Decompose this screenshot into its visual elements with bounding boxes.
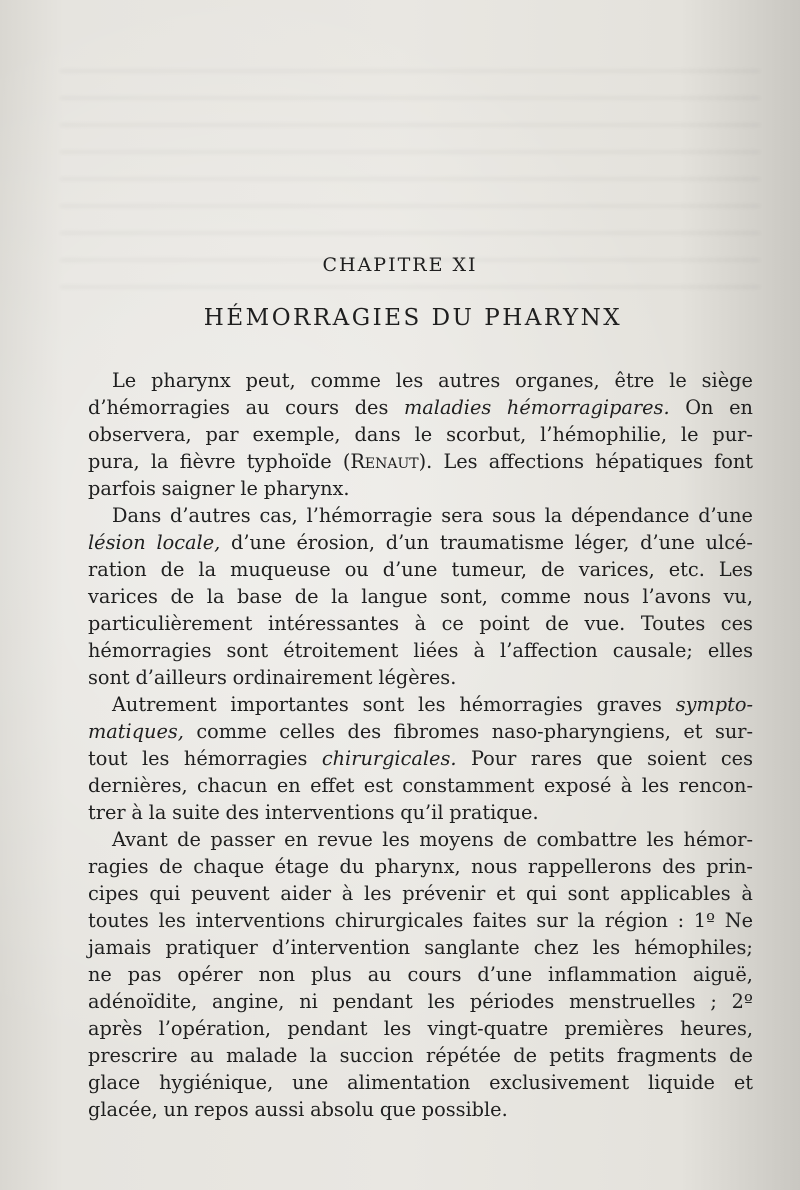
word: non <box>258 963 296 986</box>
word: de <box>160 558 185 581</box>
word: que <box>596 747 633 770</box>
word: malade <box>226 1044 298 1067</box>
word: sera <box>441 504 484 527</box>
word: sanglante <box>424 936 520 959</box>
word: dépendance <box>571 504 690 527</box>
word: constamment <box>402 774 535 797</box>
body-text <box>88 367 753 1123</box>
word: pratiquer <box>165 936 258 959</box>
word: chirurgicales <box>334 909 464 932</box>
word: l’affection <box>500 639 598 662</box>
word: de <box>545 612 569 635</box>
word: chacun <box>197 774 268 797</box>
author-citation: (Renaut). <box>342 450 433 473</box>
word: scorbut, <box>446 423 527 446</box>
word: muqueuse <box>230 558 331 581</box>
word: les <box>141 747 170 770</box>
word: légères. <box>378 666 457 689</box>
word: prévenir <box>402 882 486 905</box>
word: chez <box>533 936 579 959</box>
word: par <box>205 423 239 446</box>
word: alimentation <box>347 1071 471 1094</box>
text-line <box>88 961 753 988</box>
word: intéressantes <box>267 612 400 635</box>
word: fièvre <box>179 450 236 473</box>
word: le <box>680 423 699 446</box>
word: aider <box>280 882 332 905</box>
word: au <box>245 396 270 419</box>
word: qui <box>525 882 557 905</box>
word: applicables <box>620 882 731 905</box>
word: tout <box>88 747 128 770</box>
word: ; <box>710 990 717 1013</box>
word: elles <box>707 639 753 662</box>
word: comme <box>500 585 571 608</box>
word: prescrire <box>88 1044 178 1067</box>
word: tumeur, <box>451 558 527 581</box>
word: pharynx <box>151 369 231 392</box>
text-line <box>88 880 753 907</box>
word: sur <box>536 909 568 932</box>
word: passer <box>210 828 275 851</box>
word: rappellerons <box>527 855 652 878</box>
word: d’hémorragies <box>88 396 230 419</box>
word: rares <box>530 747 583 770</box>
word: exposé <box>543 774 612 797</box>
word: d’un <box>385 531 430 554</box>
word: ou <box>344 558 369 581</box>
word: absolu <box>310 1098 375 1121</box>
word: : <box>677 909 685 932</box>
word: pur- <box>712 423 753 446</box>
word: point <box>479 612 530 635</box>
word: érosion, <box>296 531 375 554</box>
text-line <box>88 502 753 529</box>
word: ni <box>299 990 318 1013</box>
text-line <box>88 421 753 448</box>
word: petits <box>549 1044 605 1067</box>
word: la <box>577 909 596 932</box>
word: pharynx, <box>374 855 461 878</box>
word: étroitement <box>283 639 399 662</box>
word: repos <box>194 1098 249 1121</box>
word: d’une <box>231 531 286 554</box>
text-line <box>88 448 753 475</box>
word: à <box>620 774 633 797</box>
word: menstruelles <box>569 990 696 1013</box>
word: parfois <box>88 477 156 500</box>
word: pratique. <box>449 801 539 824</box>
word: Dans <box>112 504 162 527</box>
paragraph <box>88 826 753 1123</box>
word: ne <box>88 963 112 986</box>
word: glacée, <box>88 1098 158 1121</box>
word: plus <box>310 963 352 986</box>
word: Les <box>718 558 753 581</box>
word: pendant <box>332 990 413 1013</box>
word: langue <box>361 585 428 608</box>
paragraph <box>88 502 753 691</box>
word: font <box>714 450 753 473</box>
word: combattre <box>536 828 638 851</box>
word: observera, <box>88 423 192 446</box>
word: et <box>683 720 703 743</box>
word: adénoïdite, <box>88 990 198 1013</box>
word: est <box>363 774 393 797</box>
word: la <box>206 585 225 608</box>
word: ration <box>88 558 147 581</box>
word: les <box>592 936 621 959</box>
word: la <box>331 585 349 608</box>
word: dernières, <box>88 774 188 797</box>
word: les <box>364 882 392 905</box>
word: l’opération, <box>158 1017 272 1040</box>
word: 2º <box>731 990 753 1013</box>
word: chaque <box>193 855 265 878</box>
word: d’une <box>477 963 533 986</box>
word: de <box>177 828 201 851</box>
word: inflammation <box>548 963 677 986</box>
word: en <box>729 396 753 419</box>
word: l’avons <box>642 585 711 608</box>
word: causale; <box>612 639 693 662</box>
word: à <box>341 882 354 905</box>
text-line <box>88 1069 753 1096</box>
word: nous <box>471 855 518 878</box>
word: soient <box>647 747 707 770</box>
word: Avant <box>112 828 168 851</box>
word: de <box>513 1044 537 1067</box>
word: naso-pharyngiens, <box>491 720 671 743</box>
word: trer <box>88 801 126 824</box>
word: des <box>354 396 389 419</box>
word: exemple, <box>252 423 341 446</box>
word: revue <box>317 828 373 851</box>
word: traumatisme <box>439 531 565 554</box>
word: angine, <box>212 990 285 1013</box>
word: de <box>540 558 565 581</box>
word: varices, <box>578 558 655 581</box>
word: Pour <box>470 747 517 770</box>
word: vu, <box>723 585 753 608</box>
word: et <box>733 1071 753 1094</box>
word: nous <box>583 585 630 608</box>
word: aiguë, <box>692 963 753 986</box>
word: graves <box>596 693 662 716</box>
word: Ne <box>724 909 753 932</box>
word: vue. <box>584 612 626 635</box>
word: Autrement <box>112 693 217 716</box>
word: sont <box>226 639 269 662</box>
word: d’une <box>640 531 695 554</box>
word: la <box>544 504 563 527</box>
word: à <box>414 612 427 635</box>
word: la <box>150 450 169 473</box>
word: de <box>294 585 319 608</box>
word: 1º <box>693 909 716 932</box>
word: périodes <box>469 990 555 1013</box>
text-line <box>88 610 753 637</box>
italic-word: hémorragipares. <box>506 396 670 419</box>
word: glace <box>88 1071 141 1094</box>
word: d’une <box>698 504 753 527</box>
word: liées <box>413 639 459 662</box>
word: sont <box>567 882 610 905</box>
word: sont, <box>440 585 488 608</box>
word: heures, <box>680 1017 753 1040</box>
word: comme <box>310 369 381 392</box>
word: des <box>225 801 260 824</box>
word: de <box>729 1044 753 1067</box>
text-line <box>88 637 753 664</box>
word: rencon- <box>678 774 753 797</box>
word: siège <box>701 369 753 392</box>
word: hépatiques <box>595 450 703 473</box>
text-line <box>88 583 753 610</box>
text-line <box>88 718 753 745</box>
word: le <box>240 477 258 500</box>
word: au <box>367 963 392 986</box>
word: des <box>347 720 382 743</box>
word: hémorragies <box>88 639 212 662</box>
word: l’hémorragie <box>306 504 433 527</box>
word: sur- <box>714 720 753 743</box>
word: vingt-quatre <box>427 1017 549 1040</box>
word: cours <box>285 396 340 419</box>
word: d’une <box>382 558 438 581</box>
word: la <box>198 558 217 581</box>
text-line <box>88 988 753 1015</box>
word: Toutes <box>640 612 706 635</box>
word: les <box>418 693 446 716</box>
word: pendant <box>287 1017 368 1040</box>
word: d’autres <box>170 504 251 527</box>
word: en <box>284 828 308 851</box>
word: la <box>148 801 167 824</box>
word: cas, <box>259 504 298 527</box>
word: les <box>158 909 186 932</box>
word: interventions <box>195 909 326 932</box>
word: opérer <box>177 963 243 986</box>
word: celles <box>279 720 336 743</box>
word: organes, <box>515 369 600 392</box>
word: qui <box>149 882 181 905</box>
word: jamais <box>88 936 152 959</box>
word: cipes <box>88 882 139 905</box>
word: peuvent <box>191 882 270 905</box>
word: de <box>503 828 527 851</box>
text-line <box>88 367 753 394</box>
word: aussi <box>254 1098 305 1121</box>
word: pura, <box>88 450 140 473</box>
text-line <box>88 691 753 718</box>
word: le <box>669 369 687 392</box>
word: une <box>292 1071 329 1094</box>
text-line <box>88 853 753 880</box>
word: pas <box>127 963 162 986</box>
word: un <box>163 1098 189 1121</box>
word: en <box>276 774 301 797</box>
text-line <box>88 529 753 556</box>
italic-word: matiques, <box>88 720 184 743</box>
word: succion <box>339 1044 414 1067</box>
word: le <box>414 423 433 446</box>
word: hémor- <box>683 828 753 851</box>
word: possible. <box>421 1098 508 1121</box>
word: Les <box>443 450 478 473</box>
word: varices <box>88 585 158 608</box>
word: importantes <box>230 693 349 716</box>
italic-word: chirurgicales. <box>321 747 457 770</box>
word: à <box>741 882 753 905</box>
word: région <box>604 909 668 932</box>
word: les <box>383 1017 412 1040</box>
text-line <box>88 772 753 799</box>
italic-word: lésion <box>88 531 146 554</box>
word: du <box>339 855 365 878</box>
word: la <box>309 1044 328 1067</box>
word: exclusivement <box>489 1071 630 1094</box>
word: répétée <box>426 1044 501 1067</box>
word: particulièrement <box>88 612 253 635</box>
word: effet <box>310 774 355 797</box>
word: liquide <box>647 1071 715 1094</box>
word: ragies <box>88 855 149 878</box>
word: premières <box>564 1017 664 1040</box>
word: sont <box>88 666 130 689</box>
word: qu’il <box>400 801 444 824</box>
word: étage <box>274 855 330 878</box>
word: des <box>662 855 696 878</box>
word: et <box>496 882 516 905</box>
word: de <box>159 855 183 878</box>
word: à <box>131 801 143 824</box>
word: cours <box>407 963 462 986</box>
word: suite <box>172 801 220 824</box>
word: moyens <box>419 828 494 851</box>
word: base <box>237 585 283 608</box>
text-line <box>88 934 753 961</box>
text-line <box>88 1096 753 1123</box>
word: hémorragies <box>459 693 583 716</box>
word: léger, <box>574 531 630 554</box>
word: prin- <box>706 855 753 878</box>
word: affections <box>488 450 585 473</box>
word: les <box>382 828 410 851</box>
word: sont <box>362 693 405 716</box>
word: d’intervention <box>271 936 411 959</box>
text-line <box>88 826 753 853</box>
text-line <box>88 556 753 583</box>
italic-word: sympto- <box>675 693 753 716</box>
word: de <box>170 585 195 608</box>
word: les <box>646 828 675 851</box>
word: toutes <box>88 909 149 932</box>
text-line <box>88 799 753 826</box>
word: On <box>685 396 714 419</box>
chapter-number: CHAPITRE XI <box>322 254 478 276</box>
text-line <box>88 664 753 691</box>
word: peut, <box>245 369 296 392</box>
word: que <box>379 1098 416 1121</box>
paragraph <box>88 691 753 826</box>
word: faites <box>472 909 527 932</box>
word: comme <box>196 720 267 743</box>
word: à <box>473 639 485 662</box>
text-line <box>88 1015 753 1042</box>
word: pharynx. <box>263 477 350 500</box>
word: ordinairement <box>232 666 373 689</box>
paragraph <box>88 367 753 502</box>
word: typhoïde <box>246 450 332 473</box>
text-line <box>88 745 753 772</box>
word: Le <box>112 369 137 392</box>
word: dans <box>354 423 401 446</box>
italic-word: maladies <box>404 396 492 419</box>
word: sous <box>492 504 536 527</box>
text-line <box>88 394 753 421</box>
word: etc. <box>668 558 705 581</box>
word: les <box>427 990 456 1013</box>
chapter-title: HÉMORRAGIES DU PHARYNX <box>203 305 623 331</box>
italic-word: locale, <box>156 531 221 554</box>
word: ces <box>720 612 753 635</box>
text-line <box>88 907 753 934</box>
word: ces <box>720 747 753 770</box>
word: les <box>395 369 424 392</box>
text-line <box>88 475 753 502</box>
word: les <box>641 774 670 797</box>
word: hémophiles; <box>634 936 753 959</box>
word: fragments <box>616 1044 717 1067</box>
word: interventions <box>264 801 395 824</box>
word: saigner <box>161 477 235 500</box>
word: fibromes <box>393 720 480 743</box>
word: ulcé- <box>705 531 753 554</box>
word: être <box>614 369 655 392</box>
word: d’ailleurs <box>135 666 227 689</box>
word: au <box>189 1044 214 1067</box>
word: hygiénique, <box>159 1071 274 1094</box>
word: autres <box>438 369 501 392</box>
word: après <box>88 1017 143 1040</box>
word: l’hémophilie, <box>540 423 667 446</box>
word: hémorragies <box>183 747 308 770</box>
text-line <box>88 1042 753 1069</box>
word: ce <box>441 612 464 635</box>
